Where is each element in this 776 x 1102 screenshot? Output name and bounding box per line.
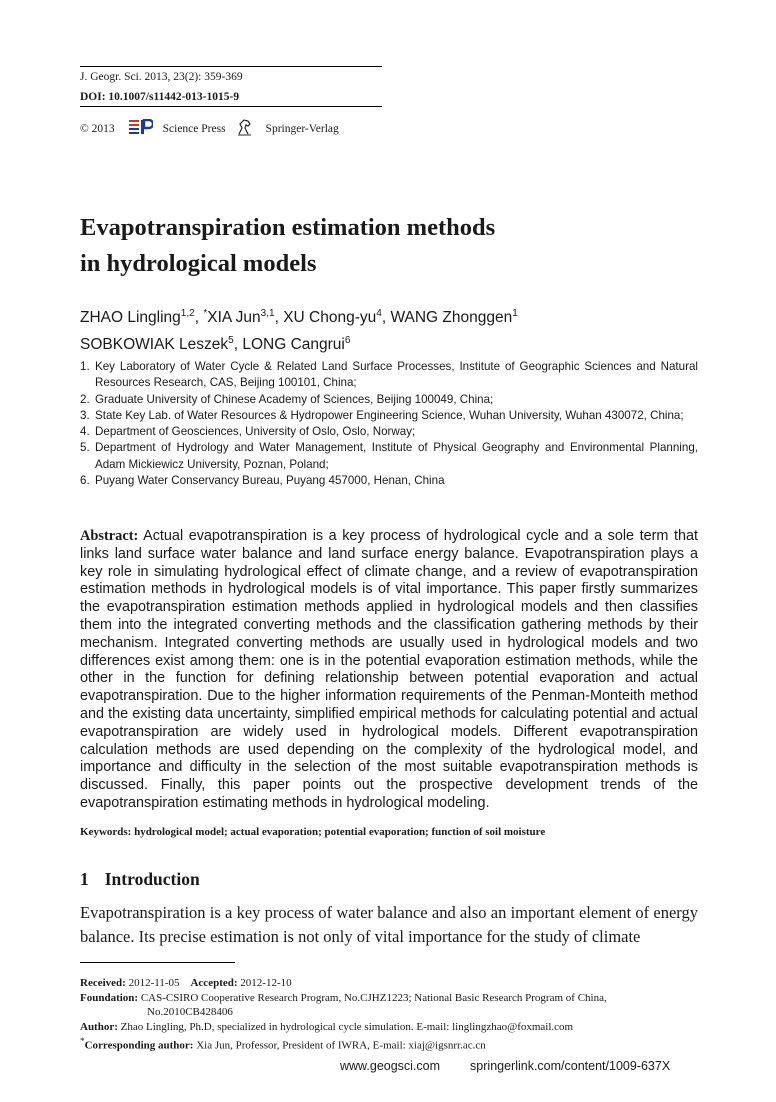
section-number: 1 bbox=[80, 869, 89, 889]
abstract bbox=[80, 528, 698, 813]
springer-horse-icon bbox=[236, 118, 254, 139]
header-rule-mid bbox=[80, 106, 382, 107]
author-name: LONG Cangrui bbox=[242, 336, 345, 354]
received-date: 2012-11-05 bbox=[128, 977, 180, 989]
author-name: XIA Jun bbox=[207, 309, 261, 327]
affiliation-text: Key Laboratory of Water Cycle & Related Land Surface Processes, Institute of Geographic Sciences and Natural Resources Research, CAS, Beijing 100101, China; bbox=[95, 360, 698, 390]
affiliation-list bbox=[80, 359, 698, 489]
affiliation-item bbox=[80, 392, 698, 408]
doi[interactable]: DOI: 10.1007/s11442-013-1015-9 bbox=[80, 91, 240, 103]
keywords: Keywords: hydrological model; actual evaporation; potential evaporation; function of soil moisture bbox=[80, 826, 546, 838]
corresponding-label: Corresponding author: bbox=[84, 1040, 194, 1053]
dates-line bbox=[80, 976, 698, 991]
foundation-line-2: No.2010CB428406 bbox=[147, 1006, 233, 1019]
author-line-1: ZHAO Lingling$^{1,2}$, *XIA Jun$^{3,1}$, XU Chong-$yu^4$, WANG Zhonggen$^1$ bbox=[80, 308, 518, 327]
affiliation-text: Puyang Water Conservancy Bureau, Puyang 457000, Henan, China bbox=[95, 474, 445, 488]
header-rule-top bbox=[80, 66, 382, 67]
affiliation-item bbox=[80, 408, 698, 424]
foundation-text: CAS-CSIRO Cooperative Research Program, No.CJHZ1223; National Basic Research Program of China, bbox=[140, 991, 607, 1004]
paper-title bbox=[80, 210, 700, 282]
affiliation-number: 4. bbox=[80, 425, 90, 439]
springer-label: Springer-Verlag bbox=[265, 122, 339, 135]
publisher-row bbox=[80, 118, 339, 139]
affiliation-text: State Key Lab. of Water Resources & Hydropower Engineering Science, Wuhan University, Wuhan 430072, China; bbox=[95, 408, 684, 422]
accepted-date: 2012-12-10 bbox=[240, 977, 292, 989]
affiliation-text: Department of Hydrology and Water Management, Institute of Physical Geography and Environmental Planning, Adam Mickiewicz University, Poznan, Poland; bbox=[95, 441, 698, 471]
section-heading bbox=[80, 869, 200, 890]
author-affil-sup: 3,1 bbox=[260, 308, 275, 319]
author-note-label: Author: bbox=[80, 1020, 118, 1033]
affiliation-text: Graduate University of Chinese Academy of Sciences, Beijing 100049, China; bbox=[95, 392, 494, 406]
author-note bbox=[80, 1020, 698, 1035]
corresponding-text: Xia Jun, Professor, President of IWRA, E-mail: xiaj@igsnrr.ac.cn bbox=[196, 1040, 486, 1053]
abstract-label: Abstract: bbox=[80, 528, 139, 544]
affiliation-number: 5. bbox=[80, 441, 90, 455]
footnotes bbox=[80, 976, 698, 1054]
science-press-label: Science Press bbox=[162, 122, 226, 135]
author-name: XU Chong-yu bbox=[283, 309, 377, 327]
abstract-text: Actual evapotranspiration is a key process of hydrological cycle and a sole term that links land surface water balance and land surface energy balance. Evapotranspiration plays a key role in simulating hydrological effect of climate change, and a review of evapotranspiration estimation methods in hydrological models is of vital importance. This paper firstly summarizes the evapotranspiration estimation methods applied in hydrological models and then classifies them into the integrated converting methods and the classification gathering methods by their mechanism. Integrated converting methods are usually used in hydrological models and two differences exist among them: one is in the potential evaporation estimation methods, while the other in the function for defining relationship between potential evaporation and actual evapotranspiration. Due to the higher information requirements of the Penman-Monteith method and the existing data uncertainty, simplified empirical methods for calculating potential and actual evapotranspiration are widely used in hydrological models. Different evapotranspiration calculation methods are used depending on the complexity of the hydrological model, and importance and difficulty in the selection of the most suitable evapotranspiration methods is discussed. Finally, this paper points out the prospective development trends of the evapotranspiration estimating methods in hydrological modeling. bbox=[80, 528, 698, 811]
author-list bbox=[80, 302, 700, 356]
intro-paragraph: Evapotranspiration is a key process of water balance and also an important element of energy balance. Its precise estimation is not only of vital importance for the study of climate bbox=[80, 903, 698, 946]
footnote-rule bbox=[80, 962, 235, 963]
section-title: Introduction bbox=[104, 869, 200, 889]
page-footer bbox=[340, 1059, 670, 1073]
affiliation-number: 1. bbox=[80, 360, 90, 373]
corresponding-note bbox=[80, 1034, 698, 1053]
affiliation-number: 3. bbox=[80, 408, 90, 422]
science-press-logo bbox=[129, 119, 153, 138]
affiliation-text: Department of Geosciences, University of Oslo, Oslo, Norway; bbox=[95, 425, 416, 439]
corresponding-mark: * bbox=[203, 308, 208, 319]
corresponding-star: * bbox=[80, 1036, 85, 1047]
author-name: SOBKOWIAK Leszek bbox=[80, 336, 229, 354]
author-affil-sup: 1,2 bbox=[180, 308, 195, 319]
foundation-line bbox=[80, 991, 698, 1006]
title-line-2: in hydrological models bbox=[80, 250, 317, 277]
author-affil-sup: 5 bbox=[228, 335, 234, 347]
affiliation-item bbox=[80, 440, 698, 473]
footer-link-springerlink[interactable]: springerlink.com/content/1009-637X bbox=[470, 1059, 671, 1073]
received-label: Received: bbox=[80, 977, 126, 989]
affiliation-item bbox=[80, 424, 698, 440]
affiliation-number: 6. bbox=[80, 474, 90, 488]
author-name: WANG Zhonggen bbox=[390, 309, 513, 327]
title-line-1: Evapotranspiration estimation methods bbox=[80, 214, 496, 241]
copyright: © 2013 bbox=[80, 122, 115, 135]
author-note-text: Zhao Lingling, Ph.D, specialized in hydrological cycle simulation. E-mail: linglingzhao@foxmail.com bbox=[120, 1020, 574, 1033]
author-name: ZHAO Lingling bbox=[80, 309, 181, 327]
affiliation-item bbox=[80, 359, 698, 392]
author-affil-sup: 1 bbox=[512, 308, 518, 319]
affiliation-number: 2. bbox=[80, 392, 90, 406]
author-line-2: SOBKOWIAK Leszek$^5$, LONG Cangrui$^6$ bbox=[80, 335, 351, 354]
author-affil-sup: 6 bbox=[344, 335, 351, 347]
author-affil-sup: 4 bbox=[376, 308, 382, 319]
accepted-label: Accepted: bbox=[190, 977, 238, 989]
foundation-label: Foundation: bbox=[80, 991, 139, 1004]
footer-link-geogsci[interactable]: www.geogsci.com bbox=[340, 1059, 441, 1073]
journal-citation: J. Geogr. Sci. 2013, 23(2): 359-369 bbox=[80, 71, 243, 83]
affiliation-item bbox=[80, 473, 698, 489]
